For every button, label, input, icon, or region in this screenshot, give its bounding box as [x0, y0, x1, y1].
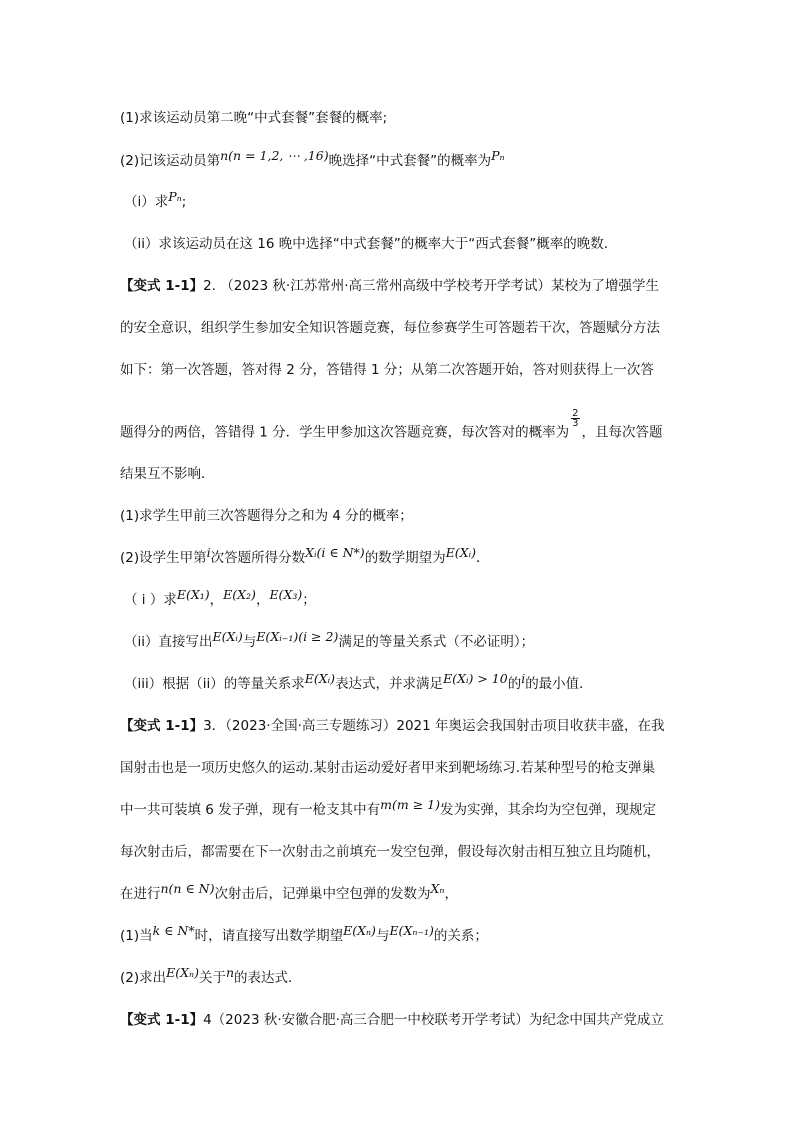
- math-exi: E(Xᵢ): [445, 545, 476, 560]
- q2-sub-2-ii: （ii）直接写出E(Xᵢ)与E(Xᵢ₋₁)(i ≥ 2)满足的等量关系式（不必证明）；: [124, 629, 535, 650]
- q3-line-4: 每次射击后，都需要在下一次射击之前填充一发空包弹，假设每次射击相互独立且均随机，: [120, 844, 660, 860]
- q4-line-1: 【变式 1-1】4（2023 秋·安徽合肥·高三合肥一中校联考开学考试）为纪念中国共产党成立: [120, 1012, 664, 1028]
- math-pn: Pₙ: [491, 148, 505, 163]
- q2-line-4: 题得分的两倍，答错得 1 分．学生甲参加这次答题竞赛，每次答对的概率为 $\frac{2}{3}$ ，且每次答题: [120, 408, 663, 441]
- part2-text: (2)记该运动员第n(n = 1,2, ⋯ ,16)晚选择“中式套餐”的概率为Pₙ: [120, 148, 505, 169]
- variant-tag: 【变式 1-1】: [120, 718, 204, 734]
- math-i: i: [206, 545, 211, 560]
- fraction-two-thirds: $\frac{2}{3}$: [572, 408, 579, 429]
- q2-line-5: 结果互不影响．: [120, 466, 215, 482]
- part1-text: (1)求该运动员第二晚“中式套餐”套餐的概率;: [120, 110, 388, 126]
- q3-line-2: 国射击也是一项历史悠久的运动.某射击运动爱好者甲来到靶场练习.若某种型号的枪支弹巢: [120, 760, 656, 776]
- variant-tag: 【变式 1-1】: [120, 1012, 204, 1028]
- q3-line-1: 【变式 1-1】3．（2023·全国·高三专题练习）2021 年奥运会我国射击项目收获丰盛，在我: [120, 718, 665, 734]
- q3-line-5: 在进行n(n ∈ N)次射击后，记弹巢中空包弹的发数为Xₙ，: [120, 881, 458, 902]
- q2-line-3: 如下：第一次答题，答对得 2 分，答错得 1 分；从第二次答题开始，答对则获得上一次答: [120, 362, 654, 378]
- q3-sub-1: (1)当k ∈ N*时，请直接写出数学期望E(Xₙ)与E(Xₙ₋₁)的关系；: [120, 923, 488, 944]
- q2-sub-2-iii: （iii）根据（ii）的等量关系求E(Xᵢ)表达式，并求满足E(Xᵢ) > 10的i的最小值．: [124, 671, 593, 692]
- math-pn: Pₙ: [168, 189, 182, 204]
- variant-tag: 【变式 1-1】: [120, 278, 204, 294]
- math-xi: Xᵢ(i ∈ N*): [305, 545, 365, 560]
- q2-sub-2: (2)设学生甲第i次答题所得分数Xᵢ(i ∈ N*)的数学期望为E(Xᵢ)．: [120, 545, 490, 566]
- q2-line-1: 【变式 1-1】2. （2023 秋·江苏常州·高三常州高级中学校考开学考试）某校为了增强学生: [120, 278, 659, 294]
- math-n-range: n(n = 1,2, ⋯ ,16): [220, 148, 329, 163]
- q2-sub-1: (1)求学生甲前三次答题得分之和为 4 分的概率；: [120, 508, 413, 524]
- part2-i-text: （i）求Pₙ;: [124, 189, 187, 210]
- q3-line-3: 中一共可装填 6 发子弹，现有一枪支其中有m(m ≥ 1)发为实弹，其余均为空包弹，现规定: [120, 797, 657, 818]
- q2-sub-2-i: （ i ）求E(X₁)，E(X₂)，E(X₃)；: [124, 587, 316, 608]
- part2-ii-text: （ii）求该运动员在这 16 晚中选择“中式套餐”的概率大于“西式套餐”概率的晚数.: [124, 236, 609, 252]
- q2-line-2: 的安全意识，组织学生参加安全知识答题竞赛，每位参赛学生可答题若干次，答题赋分方法: [120, 320, 660, 336]
- q3-sub-2: (2)求出E(Xₙ)关于n的表达式.: [120, 965, 293, 986]
